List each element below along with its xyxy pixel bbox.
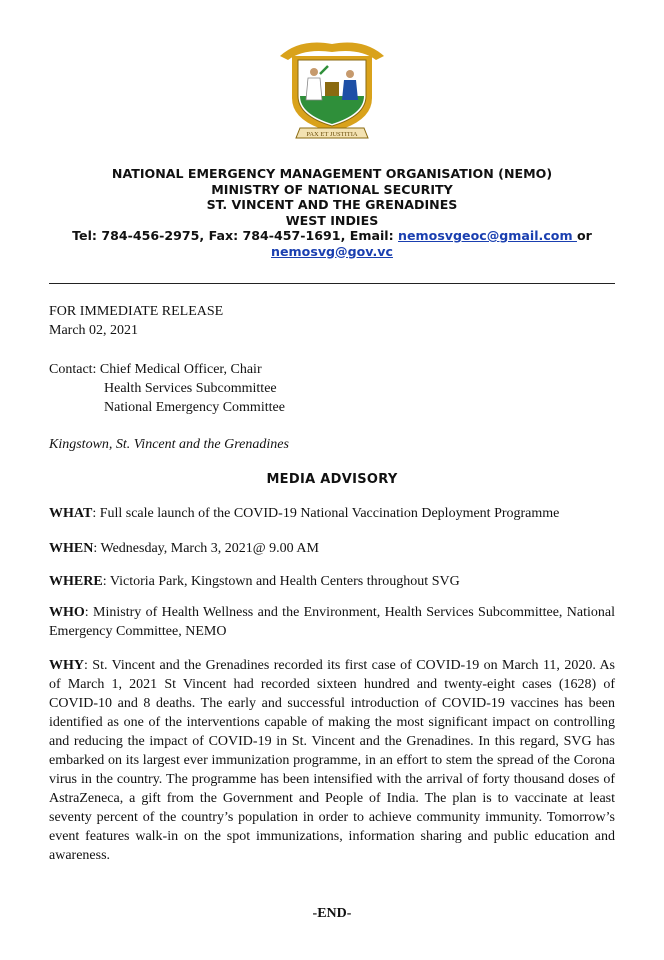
contact-block — [49, 360, 615, 417]
when-row — [49, 539, 615, 558]
when-text: : Wednesday, March 3, 2021@ 9.00 AM — [93, 541, 319, 556]
crest-motto: PAX ET JUSTITIA — [306, 131, 358, 138]
what-text: : Full scale launch of the COVID-19 National Vaccination Deployment Programme — [92, 506, 560, 521]
country-name: ST. VINCENT AND THE GRENADINES — [206, 197, 458, 212]
email-link-primary[interactable]: nemosvgeoc@gmail.com — [398, 228, 577, 243]
where-text: : Victoria Park, Kingstown and Health Centers throughout SVG — [102, 574, 460, 589]
where-row — [49, 572, 615, 591]
why-label: WHY — [49, 658, 84, 673]
why-row — [49, 656, 615, 865]
region-name: WEST INDIES — [285, 212, 379, 228]
when-label: WHEN — [49, 541, 94, 556]
advisory-title: MEDIA ADVISORY — [266, 472, 398, 487]
header-divider — [49, 283, 615, 284]
contact-subcommittee: Health Services Subcommittee — [104, 381, 277, 396]
what-row — [49, 504, 615, 523]
release-heading: FOR IMMEDIATE RELEASE — [49, 304, 224, 319]
who-text: : Ministry of Health Wellness and the Environment, Health Services Subcommittee, National Emergency Committee, NEMO — [49, 605, 615, 639]
coat-of-arms-logo — [270, 36, 394, 144]
what-label: WHAT — [49, 506, 93, 521]
contact-chair: Contact: Chief Medical Officer, Chair — [49, 362, 262, 377]
who-row — [49, 603, 615, 641]
who-label: WHO — [49, 605, 85, 620]
why-text: : St. Vincent and the Grenadines recorded its first case of COVID-19 on March 11, 2020. As of March 1, 2021 St Vincent had recorded sixteen hundred and twenty-eight cases (1628) of COVID-10 and 8 deaths. The early and successful introduction of COVID-19 vaccines has been identified as one of the interventions capable of making the most significant impact on controlling and reducing the impact of COVID-19 in St. Vincent and the Grenadines. In this regard, SVG has embarked on its largest ever immunization programme, in an effort to stem the spread of the Corona virus in the country. The programme has been intensified with the arrival of forty thousand doses of AstraZeneca, a gift from the Government and People of India. The plan is to vaccinate at least seventy percent of the country’s population in order to achieve community immunity. Tomorrow’s event features walk-in on the spot immunizations, information sharing and public education and awareness. — [49, 658, 615, 863]
letterhead — [0, 166, 664, 259]
release-date: March 02, 2021 — [49, 323, 139, 338]
email-link-secondary[interactable]: nemosvg@gov.vc — [271, 243, 393, 259]
where-label: WHERE — [49, 574, 103, 589]
contact-committee: National Emergency Committee — [104, 400, 285, 415]
dateline-location: Kingstown, St. Vincent and the Grenadines — [49, 437, 289, 452]
end-marker: -END- — [312, 906, 352, 921]
contact-line — [0, 228, 664, 244]
release-block — [49, 302, 615, 340]
contact-or: or — [576, 228, 592, 243]
contact-phone-fax: Tel: 784-456-2975, Fax: 784-457-1691, Email: — [72, 228, 399, 243]
ministry-name: MINISTRY OF NATIONAL SECURITY — [211, 181, 453, 197]
org-name: NATIONAL EMERGENCY MANAGEMENT ORGANISATION (NEMO) — [111, 166, 553, 181]
